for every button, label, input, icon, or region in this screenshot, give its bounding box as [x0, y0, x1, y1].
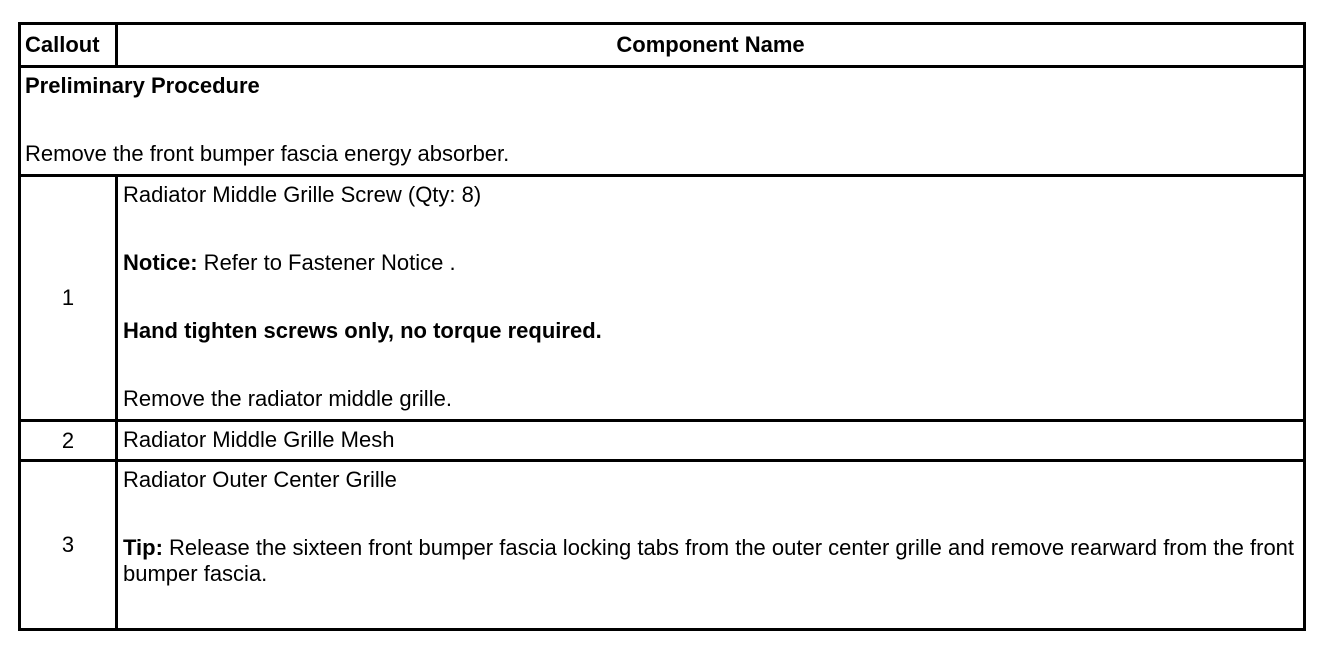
- component-name-header: Component Name: [117, 24, 1305, 67]
- component-name: Radiator Middle Grille Screw (Qty: 8): [123, 182, 482, 207]
- preliminary-cell: [20, 67, 1305, 176]
- table-row: [20, 421, 1305, 461]
- notice-line: [123, 250, 1303, 276]
- preliminary-text: Remove the front bumper fascia energy absorber.: [25, 141, 510, 166]
- notice-text: Refer to Fastener Notice .: [197, 250, 456, 275]
- component-cell: [117, 461, 1305, 630]
- tip-text: Release the sixteen front bumper fascia locking tabs from the outer center grille and remove rearward from the front bumper fascia.: [123, 535, 1295, 586]
- callout-number: 1: [20, 176, 117, 421]
- component-cell: [117, 176, 1305, 421]
- notice-label: Notice:: [123, 250, 198, 275]
- callout-number: 2: [20, 421, 117, 461]
- table-row: [20, 176, 1305, 421]
- tip-label: Tip:: [123, 535, 163, 560]
- callout-number: 3: [20, 461, 117, 630]
- removal-step: Remove the radiator middle grille.: [123, 386, 452, 411]
- preliminary-row: [20, 67, 1305, 176]
- component-name: Radiator Outer Center Grille: [123, 467, 397, 492]
- procedure-table: [18, 22, 1306, 631]
- component-cell: [117, 421, 1305, 461]
- component-name: Radiator Middle Grille Mesh: [123, 427, 395, 452]
- torque-note: Hand tighten screws only, no torque required.: [123, 318, 602, 343]
- header-row: [20, 24, 1305, 67]
- preliminary-title: Preliminary Procedure: [25, 73, 260, 98]
- table-row: [20, 461, 1305, 630]
- tip-line: [123, 535, 1303, 587]
- callout-header: Callout: [20, 24, 117, 67]
